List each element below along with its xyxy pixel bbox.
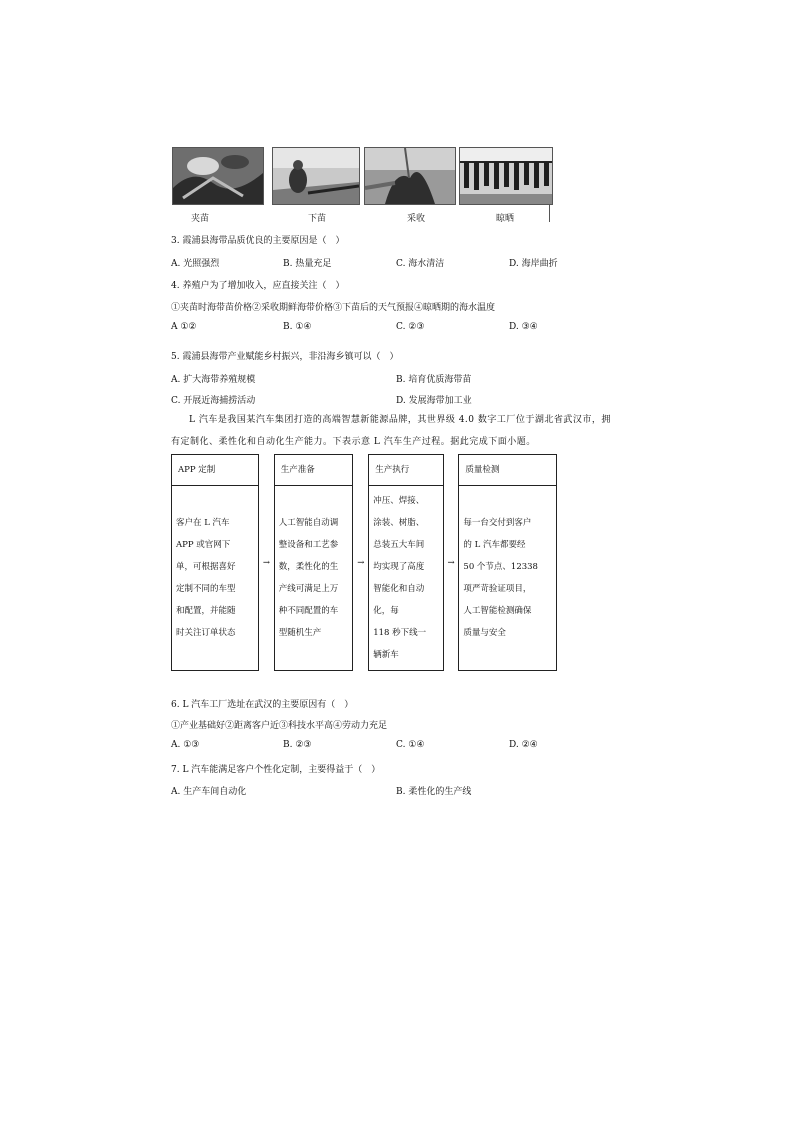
text-line: 化，每 [373,606,399,616]
header-production-prep: 生产准备 [274,455,353,486]
photo-seedling-clipping [172,147,264,205]
caption-seedling-placing: 下苗 [308,214,327,224]
text-line: 辆新车 [373,650,399,660]
text-line: 整设备和工艺参 [278,540,339,550]
text-line: APP 或官网下 [176,540,231,550]
text-line: 型随机生产 [278,628,322,638]
question-6-items: ①产业基础好②距离客户近③科技水平高④劳动力充足 [171,721,388,731]
question-3-stem: 3. 霞浦县海带品质优良的主要原因是（ ） [171,236,345,246]
q4-option-c: C. ②③ [396,322,425,332]
cell-quality-check [459,486,557,671]
text-line: 50 个节点、12338 [463,562,538,572]
arrow-2: → [353,455,369,671]
text-line: 智能化和自动 [373,584,425,594]
q4-option-d: D. ③④ [509,322,538,332]
q5-option-c: C. 开展近海捕捞活动 [171,396,256,406]
caption-seedling-clipping: 夹苗 [191,214,210,224]
text-line: 数，柔性化的生 [278,562,339,572]
text-line: 总装五大车间 [373,540,425,550]
intro-line-2: 有定制化、柔性化和自动化生产能力。下表示意 L 汽车生产过程。据此完成下面小题。 [171,437,536,447]
text-line: 每一台交付到客户 [463,518,532,528]
q7-option-a: A. 生产车间自动化 [171,787,247,797]
intro-line-1: L 汽车是我国某汽车集团打造的高端智慧新能源品牌，其世界级 4.0 数字工厂位于湖北省武汉市，拥 [189,415,611,425]
question-4-items: ①夹苗时海带苗价格②采收期鲜海带价格③下苗后的天气预报④晾晒期的海水温度 [171,303,496,313]
q6-option-d: D. ②④ [509,740,538,750]
header-production-exec: 生产执行 [369,455,443,486]
photo-divider [549,204,550,222]
q6-option-b: B. ②③ [283,740,312,750]
q5-option-d: D. 发展海带加工业 [396,396,472,406]
text-line: 的 L 汽车都要经 [463,540,526,550]
photo-seedling-placing [272,147,360,205]
text-line: 人工智能检测确保 [463,606,532,616]
q4-option-b: B. ①④ [283,322,312,332]
caption-drying: 晾晒 [496,214,515,224]
q4-option-a: A ①② [171,322,197,332]
q7-option-b: B. 柔性化的生产线 [396,787,472,797]
cell-production-prep [274,486,353,671]
question-7-stem: 7. L 汽车能满足客户个性化定制，主要得益于（ ） [171,765,381,775]
text-line: 产线可满足上万 [278,584,339,594]
caption-harvesting: 采收 [407,214,426,224]
text-line: 定制不同的车型 [176,584,236,594]
question-5-stem: 5. 霞浦县海带产业赋能乡村振兴，非沿海乡镇可以（ ） [171,352,399,362]
header-app-custom: APP 定制 [172,455,259,486]
question-4-stem: 4. 养殖户为了增加收入，应直接关注（ ） [171,281,345,291]
text-line: 单，可根据喜好 [176,562,236,572]
question-6-stem: 6. L 汽车工厂选址在武汉的主要原因有（ ） [171,700,354,710]
q3-option-c: C. 海水清洁 [396,259,445,269]
q3-option-d: D. 海岸曲折 [509,259,558,269]
q6-option-c: C. ①④ [396,740,425,750]
header-quality-check: 质量检测 [459,455,557,486]
text-line: 人工智能自动调 [278,518,339,528]
cell-production-exec [369,486,443,671]
arrow-3: → [443,455,459,671]
text-line: 质量与安全 [463,628,506,638]
text-line: 和配置，并能随 [176,606,236,616]
q5-option-a: A. 扩大海带养殖规模 [171,375,256,385]
arrow-1: → [259,455,275,671]
q6-option-a: A. ①③ [171,740,200,750]
text-line: 时关注订单状态 [176,628,236,638]
text-line: 涂装、树脂、 [373,518,425,528]
text-line: 冲压、焊接、 [373,496,425,506]
text-line: 项严苛验证项目， [463,584,532,594]
text-line: 118 秒下线一 [373,628,427,638]
photo-harvesting [364,147,456,205]
q3-option-a: A. 光照强烈 [171,259,220,269]
text-line: 均实现了高度 [373,562,425,572]
q3-option-b: B. 热量充足 [283,259,332,269]
text-line: 种不同配置的车 [278,606,339,616]
production-process-table [171,454,557,671]
text-line: 客户在 L 汽车 [176,518,230,528]
photo-drying [459,147,553,205]
q5-option-b: B. 培育优质海带苗 [396,375,472,385]
cell-app-custom [172,486,259,671]
